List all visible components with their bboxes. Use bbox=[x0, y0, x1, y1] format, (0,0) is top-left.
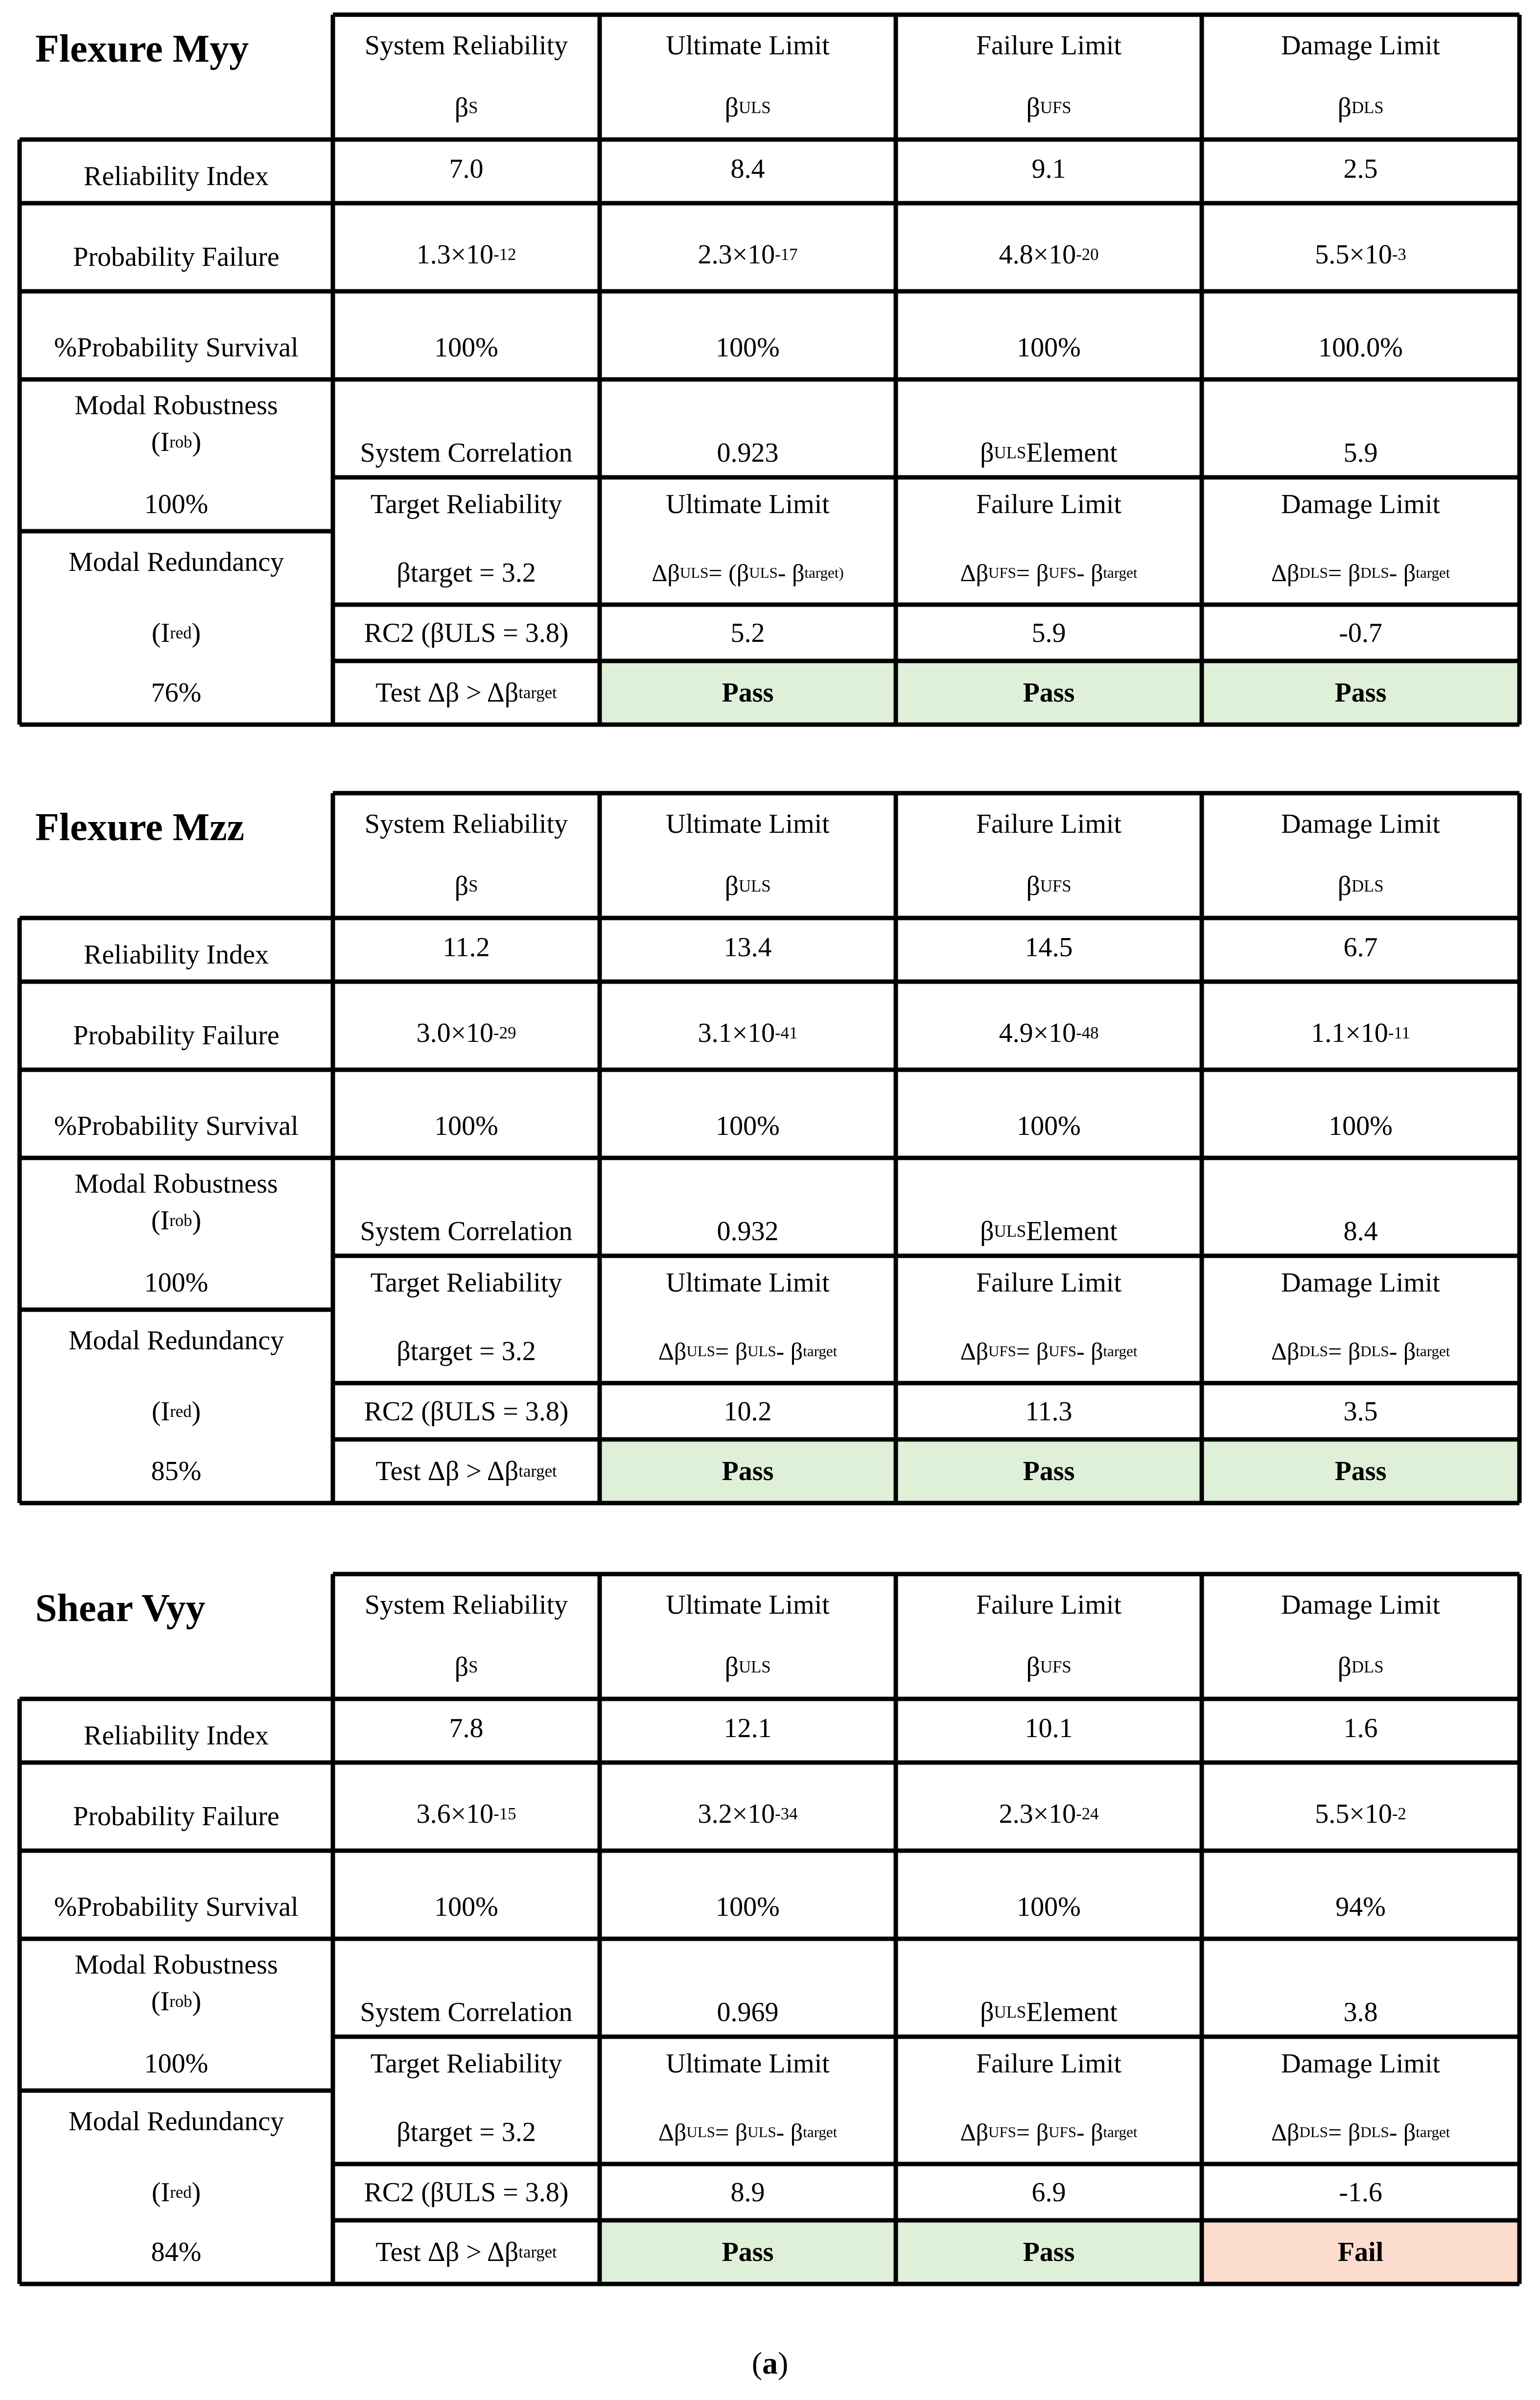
modal-robustness-value: 100% bbox=[144, 2048, 209, 2079]
delta-beta-equation: Δβ UFS = β UFS - β target bbox=[960, 2118, 1138, 2146]
ultimate-limit-label: Ultimate Limit bbox=[666, 2048, 830, 2079]
probability-survival-value: 100% bbox=[1329, 1111, 1393, 1141]
modal-robustness-label: Modal Robustness bbox=[74, 1949, 278, 1980]
column-header: Failure Limit bbox=[976, 30, 1122, 61]
column-header: Damage Limit bbox=[1281, 30, 1440, 61]
test-result: Fail bbox=[1337, 2237, 1384, 2267]
ultimate-limit-label: Ultimate Limit bbox=[666, 1268, 830, 1298]
modal-robustness-label: Modal Robustness bbox=[74, 390, 278, 421]
delta-beta-value: 11.3 bbox=[1025, 1396, 1073, 1427]
probability-failure-value: 4.9×10 -48 bbox=[999, 1018, 1099, 1048]
delta-beta-equation: Δβ UFS = β UFS - β target bbox=[960, 559, 1138, 587]
row-label-probability-failure: Probability Failure bbox=[73, 242, 280, 272]
column-header: Damage Limit bbox=[1281, 808, 1440, 839]
reliability-index-value: 7.8 bbox=[449, 1713, 484, 1743]
column-header: System Reliability bbox=[364, 808, 568, 839]
reliability-index-value: 8.4 bbox=[730, 154, 765, 184]
beta-target-label: βtarget = 3.2 bbox=[397, 1336, 536, 1366]
system-correlation-label: System Correlation bbox=[360, 1216, 573, 1247]
probability-failure-value: 3.6×10 -15 bbox=[416, 1799, 516, 1829]
probability-survival-value: 100% bbox=[716, 1892, 780, 1922]
test-result: Pass bbox=[1023, 678, 1075, 708]
ultimate-limit-label: Ultimate Limit bbox=[666, 489, 830, 519]
reliability-table-3 bbox=[0, 1559, 1540, 2294]
test-result: Pass bbox=[1023, 1456, 1075, 1486]
modal-redundancy-symbol: (I red ) bbox=[151, 617, 201, 648]
delta-beta-equation: Δβ ULS = (β ULS - β target) bbox=[652, 559, 844, 587]
column-header: Failure Limit bbox=[976, 808, 1122, 839]
column-symbol: β DLS bbox=[1337, 871, 1384, 901]
modal-robustness-symbol: (I rob ) bbox=[151, 426, 202, 457]
column-header: Failure Limit bbox=[976, 1589, 1122, 1620]
probability-survival-value: 100% bbox=[716, 332, 780, 363]
row-label-probability-failure: Probability Failure bbox=[73, 1801, 280, 1832]
delta-beta-value: 3.5 bbox=[1343, 1396, 1378, 1427]
table-title: Flexure Mzz bbox=[35, 806, 245, 849]
reliability-index-value: 12.1 bbox=[723, 1713, 772, 1743]
failure-limit-label: Failure Limit bbox=[976, 1268, 1122, 1298]
probability-failure-value: 2.3×10 -24 bbox=[999, 1799, 1099, 1829]
test-result: Pass bbox=[722, 678, 774, 708]
reliability-index-value: 2.5 bbox=[1343, 154, 1378, 184]
system-correlation-value: 0.969 bbox=[717, 1997, 779, 2027]
damage-limit-label: Damage Limit bbox=[1281, 2048, 1440, 2079]
column-symbol: β S bbox=[454, 93, 478, 123]
probability-survival-value: 100.0% bbox=[1318, 332, 1403, 363]
probability-survival-value: 100% bbox=[1017, 332, 1081, 363]
delta-beta-equation: Δβ ULS = β ULS - β target bbox=[658, 2118, 838, 2146]
modal-redundancy-symbol: (I red ) bbox=[151, 1396, 201, 1427]
target-reliability-label: Target Reliability bbox=[370, 489, 562, 519]
modal-robustness-label: Modal Robustness bbox=[74, 1168, 278, 1199]
modal-redundancy-label: Modal Redundancy bbox=[68, 1325, 284, 1356]
reliability-index-value: 1.6 bbox=[1343, 1713, 1378, 1743]
delta-beta-equation: Δβ ULS = β ULS - β target bbox=[658, 1338, 838, 1365]
delta-beta-value: 5.2 bbox=[730, 617, 765, 648]
system-correlation-value: 0.923 bbox=[717, 438, 779, 468]
column-header: Ultimate Limit bbox=[666, 1589, 830, 1620]
delta-beta-value: 5.9 bbox=[1031, 617, 1066, 648]
rc2-label: RC2 (βULS = 3.8) bbox=[364, 2177, 569, 2208]
row-label-probability-survival: %Probability Survival bbox=[54, 332, 299, 363]
probability-failure-value: 5.5×10 -3 bbox=[1315, 239, 1406, 270]
test-result: Pass bbox=[722, 2237, 774, 2267]
column-symbol: β UFS bbox=[1026, 1652, 1072, 1682]
system-correlation-value: 0.932 bbox=[717, 1216, 779, 1247]
test-result: Pass bbox=[1023, 2237, 1075, 2267]
uls-element-label: β ULS Element bbox=[980, 1216, 1118, 1247]
uls-element-label: β ULS Element bbox=[980, 438, 1118, 468]
test-result: Pass bbox=[1334, 1456, 1387, 1486]
reliability-index-value: 9.1 bbox=[1031, 154, 1066, 184]
row-label-reliability-index: Reliability Index bbox=[84, 161, 269, 191]
delta-beta-value: -0.7 bbox=[1339, 617, 1382, 648]
modal-robustness-symbol: (I rob ) bbox=[151, 1986, 202, 2017]
row-label-probability-failure: Probability Failure bbox=[73, 1020, 280, 1051]
column-header: System Reliability bbox=[364, 1589, 568, 1620]
probability-survival-value: 100% bbox=[434, 1111, 498, 1141]
probability-survival-value: 100% bbox=[716, 1111, 780, 1141]
uls-element-value: 8.4 bbox=[1343, 1216, 1378, 1247]
modal-redundancy-value: 84% bbox=[151, 2237, 202, 2267]
reliability-index-value: 10.1 bbox=[1025, 1713, 1073, 1743]
delta-beta-equation: Δβ DLS = β DLS - β target bbox=[1271, 1338, 1450, 1365]
delta-beta-equation: Δβ DLS = β DLS - β target bbox=[1271, 559, 1450, 587]
probability-failure-value: 3.1×10 -41 bbox=[698, 1018, 798, 1048]
column-symbol: β ULS bbox=[724, 1652, 771, 1682]
row-label-probability-survival: %Probability Survival bbox=[54, 1892, 299, 1922]
column-symbol: β S bbox=[454, 1652, 478, 1682]
column-header: Ultimate Limit bbox=[666, 30, 830, 61]
reliability-index-value: 14.5 bbox=[1025, 932, 1073, 963]
column-symbol: β UFS bbox=[1026, 93, 1072, 123]
probability-survival-value: 100% bbox=[1017, 1892, 1081, 1922]
delta-beta-value: 6.9 bbox=[1031, 2177, 1066, 2208]
probability-failure-value: 3.2×10 -34 bbox=[698, 1799, 798, 1829]
row-label-reliability-index: Reliability Index bbox=[84, 940, 269, 970]
modal-redundancy-symbol: (I red ) bbox=[151, 2177, 201, 2208]
column-header: Ultimate Limit bbox=[666, 808, 830, 839]
system-correlation-label: System Correlation bbox=[360, 1997, 573, 2027]
row-label-reliability-index: Reliability Index bbox=[84, 1720, 269, 1751]
test-result: Pass bbox=[722, 1456, 774, 1486]
modal-redundancy-value: 76% bbox=[151, 678, 202, 708]
column-symbol: β ULS bbox=[724, 93, 771, 123]
damage-limit-label: Damage Limit bbox=[1281, 489, 1440, 519]
uls-element-value: 3.8 bbox=[1343, 1997, 1378, 2027]
probability-survival-value: 94% bbox=[1335, 1892, 1386, 1922]
delta-beta-value: 10.2 bbox=[723, 1396, 772, 1427]
probability-survival-value: 100% bbox=[434, 332, 498, 363]
modal-robustness-value: 100% bbox=[144, 489, 209, 519]
column-header: Damage Limit bbox=[1281, 1589, 1440, 1620]
test-label: Test Δβ > Δβ target bbox=[375, 1456, 557, 1486]
table-title: Flexure Myy bbox=[35, 27, 249, 71]
delta-beta-equation: Δβ UFS = β UFS - β target bbox=[960, 1338, 1138, 1365]
column-symbol: β S bbox=[454, 871, 478, 901]
probability-survival-value: 100% bbox=[434, 1892, 498, 1922]
beta-target-label: βtarget = 3.2 bbox=[397, 2117, 536, 2147]
figure-caption: (a) bbox=[751, 2346, 789, 2380]
uls-element-label: β ULS Element bbox=[980, 1997, 1118, 2027]
modal-robustness-value: 100% bbox=[144, 1268, 209, 1298]
uls-element-value: 5.9 bbox=[1343, 438, 1378, 468]
column-symbol: β UFS bbox=[1026, 871, 1072, 901]
column-symbol: β DLS bbox=[1337, 1652, 1384, 1682]
delta-beta-equation: Δβ DLS = β DLS - β target bbox=[1271, 2118, 1450, 2146]
damage-limit-label: Damage Limit bbox=[1281, 1268, 1440, 1298]
system-correlation-label: System Correlation bbox=[360, 438, 573, 468]
modal-redundancy-value: 85% bbox=[151, 1456, 202, 1486]
failure-limit-label: Failure Limit bbox=[976, 2048, 1122, 2079]
delta-beta-value: -1.6 bbox=[1339, 2177, 1382, 2208]
failure-limit-label: Failure Limit bbox=[976, 489, 1122, 519]
reliability-index-value: 11.2 bbox=[443, 932, 490, 963]
reliability-table-1 bbox=[0, 0, 1540, 734]
target-reliability-label: Target Reliability bbox=[370, 2048, 562, 2079]
column-header: System Reliability bbox=[364, 30, 568, 61]
reliability-table-2 bbox=[0, 778, 1540, 1513]
probability-survival-value: 100% bbox=[1017, 1111, 1081, 1141]
rc2-label: RC2 (βULS = 3.8) bbox=[364, 1396, 569, 1427]
reliability-index-value: 7.0 bbox=[449, 154, 484, 184]
test-result: Pass bbox=[1334, 678, 1387, 708]
probability-failure-value: 4.8×10 -20 bbox=[999, 239, 1099, 270]
probability-failure-value: 1.1×10 -11 bbox=[1311, 1018, 1410, 1048]
target-reliability-label: Target Reliability bbox=[370, 1268, 562, 1298]
table-title: Shear Vyy bbox=[35, 1587, 206, 1630]
beta-target-label: βtarget = 3.2 bbox=[397, 558, 536, 588]
reliability-index-value: 6.7 bbox=[1343, 932, 1378, 963]
column-symbol: β ULS bbox=[724, 871, 771, 901]
probability-failure-value: 5.5×10 -2 bbox=[1315, 1799, 1406, 1829]
row-label-probability-survival: %Probability Survival bbox=[54, 1111, 299, 1141]
modal-redundancy-label: Modal Redundancy bbox=[68, 546, 284, 577]
column-symbol: β DLS bbox=[1337, 93, 1384, 123]
reliability-index-value: 13.4 bbox=[723, 932, 772, 963]
test-label: Test Δβ > Δβ target bbox=[375, 2237, 557, 2267]
delta-beta-value: 8.9 bbox=[730, 2177, 765, 2208]
probability-failure-value: 1.3×10 -12 bbox=[416, 239, 516, 270]
modal-robustness-symbol: (I rob ) bbox=[151, 1205, 202, 1236]
probability-failure-value: 3.0×10 -29 bbox=[416, 1018, 516, 1048]
probability-failure-value: 2.3×10 -17 bbox=[698, 239, 798, 270]
rc2-label: RC2 (βULS = 3.8) bbox=[364, 617, 569, 648]
modal-redundancy-label: Modal Redundancy bbox=[68, 2106, 284, 2137]
test-label: Test Δβ > Δβ target bbox=[375, 678, 557, 708]
